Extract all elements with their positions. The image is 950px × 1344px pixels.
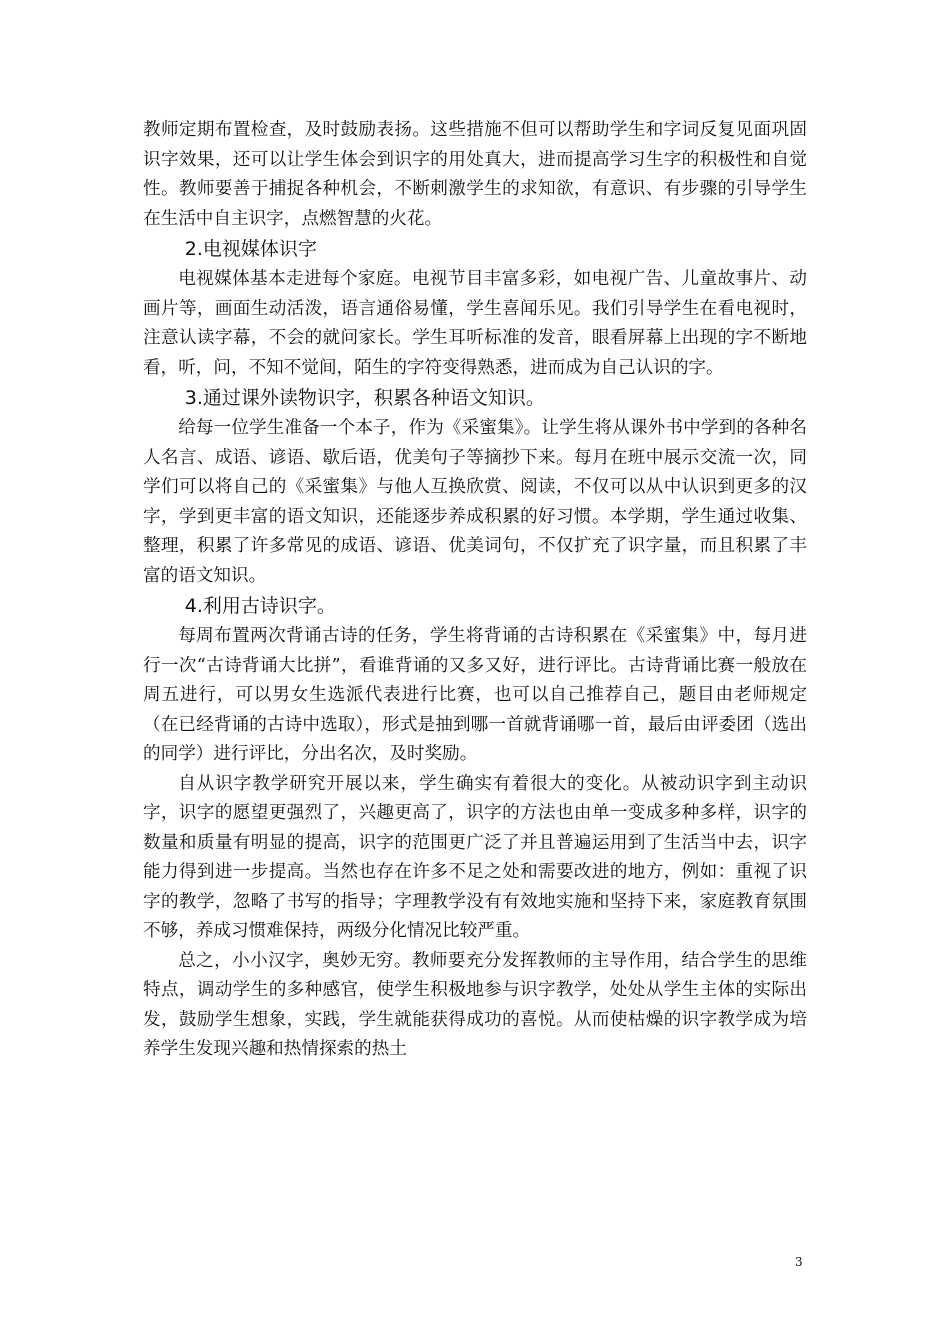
section-heading-tv-media: 2.电视媒体识字	[184, 238, 317, 260]
paragraph-results: 自从识字教学研究开展以来，学生确实有着很大的变化。从被动识字到主动识字，识字的愿望更强烈了，兴趣更高了，识字的方法也由单一变成多种多样，识字的数量和质量有明显的提高，识字的范围更广泛了并且普遍运用到了生活当中去，识字能力得到进一步提高。当然也存在许多不足之处和需要改进的地方，例如：重视了识字的教学，忽略了书写的指导；字理教学没有有效地实施和坚持下来，家庭教育氛围不够，养成习惯难保持，两级分化情况比较严重。	[143, 773, 807, 941]
paragraph-ancient-poems: 每周布置两次背诵古诗的任务，学生将背诵的古诗积累在《采蜜集》中，每月进行一次“古诗背诵大比拼”，看谁背诵的又多又好，进行评比。古诗背诵比赛一般放在周五进行，可以男女生选派代表进行比赛，也可以自己推荐自己，题目由老师规定（在已经背诵的古诗中选取），形式是抽到哪一首就背诵哪一首，最后由评委团（选出的同学）进行评比，分出名次，及时奖励。	[143, 626, 807, 764]
page-number: 3	[795, 1255, 803, 1269]
paragraph-conclusion: 总之，小小汉字，奥妙无穷。教师要充分发挥教师的主导作用，结合学生的思维特点，调动学生的多种感官，使学生积极地参与识字教学，处处从学生主体的实际出发，鼓励学生想象，实践，学生就能获得成功的喜悦。从而使枯燥的识字教学成为培养学生发现兴趣和热情探索的热土	[143, 950, 807, 1059]
paragraph-extracurricular-reading: 给每一位学生准备一个本子，作为《采蜜集》。让学生将从课外书中学到的各种名人名言、成语、谚语、歇后语，优美句子等摘抄下来。每月在班中展示交流一次，同学们可以将自己的《采蜜集》与他人互换欣赏、阅读，不仅可以从中认识到更多的汉字，学到更丰富的语文知识，还能逐步养成积累的好习惯。本学期，学生通过收集、整理，积累了许多常见的成语、谚语、优美词句，不仅扩充了识字量，而且积累了丰富的语文知识。	[143, 418, 807, 586]
section-heading-extracurricular-reading: 3.通过课外读物识字，积累各种语文知识。	[184, 387, 545, 409]
section-heading-ancient-poems: 4.利用古诗识字。	[184, 595, 336, 617]
document-body	[143, 116, 807, 1065]
paragraph-continued: 教师定期布置检查，及时鼓励表扬。这些措施不但可以帮助学生和字词反复见面巩固识字效果，还可以让学生体会到识字的用处真大，进而提高学习生字的积极性和自觉性。教师要善于捕捉各种机会，不断刺激学生的求知欲，有意识、有步骤的引导学生在生活中自主识字，点燃智慧的火花。	[143, 120, 807, 229]
paragraph-tv-media: 电视媒体基本走进每个家庭。电视节目丰富多彩，如电视广告、儿童故事片、动画片等，画面生动活泼，语言通俗易懂，学生喜闻乐见。我们引导学生在看电视时，注意认读字幕，不会的就问家长。学生耳听标准的发音，眼看屏幕上出现的字不断地看，听，问，不知不觉间，陌生的字符变得熟悉，进而成为自己认识的字。	[143, 269, 807, 378]
